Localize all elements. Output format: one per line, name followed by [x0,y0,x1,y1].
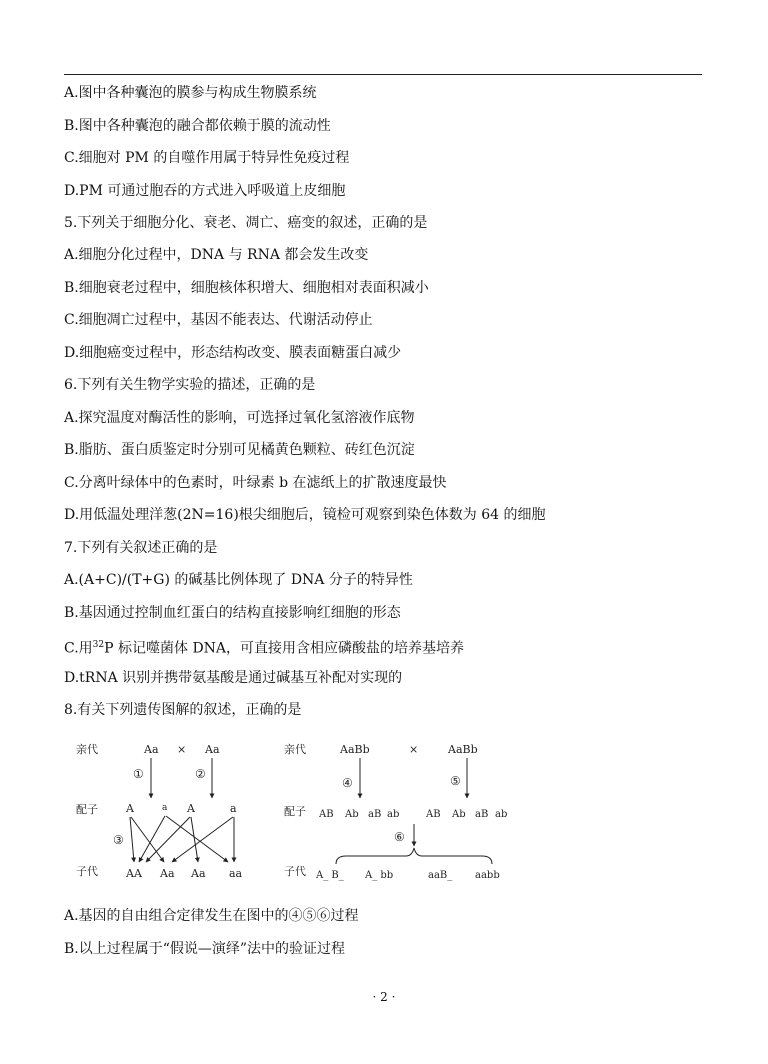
right-parent-row-label: 亲代 [284,743,306,756]
right-gamete-aB-1: aB [368,809,382,820]
offspring-AA: AA [126,867,142,880]
right-gamete-ab-2: ab [495,809,508,820]
step-1-label: ① [133,767,144,781]
fertilization-arrows [130,816,234,862]
option-6b: B.脂肪、蛋白质鉴定时分别可见橘黄色颗粒、砖红色沉淀 [64,442,415,458]
question-8: 8.有关下列遗传图解的叙述，正确的是 [64,702,302,718]
left-gamete-A2: A [187,802,195,815]
left-gamete-row-label: 配子 [76,803,98,816]
offspring-aaB_: aaB_ [428,870,453,881]
offspring-A_bb: A_ bb [365,870,394,881]
option-7a: A.(A+C)/(T+G) 的碱基比例体现了 DNA 分子的特异性 [64,572,413,588]
offspring-aa: aa [229,867,243,880]
option-4c: C.细胞对 PM 的自噬作用属于特异性免疫过程 [64,150,350,166]
right-gamete-AB-1: AB [319,809,334,820]
right-parent-2: AaBb [448,743,478,756]
step-2-label: ② [195,767,206,781]
header-rule [64,74,702,75]
page-number: · 2 · [372,990,396,1004]
dihybrid-cross [284,742,507,881]
step-5-label: ⑤ [450,774,461,788]
left-offspring-row-label: 子代 [76,865,98,878]
option-5d: D.细胞癌变过程中，形态结构改变、膜表面糖蛋白减少 [64,345,402,361]
step-4-label: ④ [342,776,353,790]
left-gamete-A1: A [126,802,134,815]
offspring-aabb: aabb [475,870,500,881]
question-7: 7.下列有关叙述正确的是 [64,540,218,556]
option-7d: D.tRNA 识别并携带氨基酸是通过碱基互补配对实现的 [64,670,403,686]
left-gamete-a1: a [162,803,168,813]
left-cross-symbol: × [177,743,187,756]
right-gamete-ab-1: ab [387,809,400,820]
option-6a: A.探究温度对酶活性的影响，可选择过氧化氢溶液作底物 [64,410,415,426]
option-5b: B.细胞衰老过程中，细胞核体积增大、细胞相对表面积减小 [64,280,429,296]
step-6-label: ⑥ [394,830,405,844]
option-6c: C.分离叶绿体中的色素时，叶绿素 b 在滤纸上的扩散速度最快 [64,475,447,491]
option-5c: C.细胞凋亡过程中，基因不能表达、代谢活动停止 [64,312,373,328]
offspring-brace [336,848,492,864]
right-gamete-Ab-1: Ab [345,809,359,820]
option-6d: D.用低温处理洋葱(2N=16)根尖细胞后，镜检可观察到染色体数为 64 的细胞 [64,507,546,523]
right-offspring-row-label: 子代 [284,865,306,878]
right-gamete-row-label: 配子 [284,805,306,818]
right-cross-symbol: × [409,743,419,756]
genetic-cross-diagram [64,728,524,890]
offspring-Aa-1: Aa [160,867,175,880]
monohybrid-cross [76,742,243,880]
option-4a: A.图中各种囊泡的膜参与构成生物膜系统 [64,85,317,101]
left-gamete-a2: a [230,802,237,815]
option-7c-suffix: P 标记噬菌体 DNA，可直接用含相应磷酸盐的培养基培养 [104,640,465,657]
left-parent-2: Aa [205,743,220,756]
option-7b: B.基因通过控制血红蛋白的结构直接影响红细胞的形态 [64,605,401,621]
option-5a: A.细胞分化过程中，DNA 与 RNA 都会发生改变 [64,247,369,263]
option-7c-prefix: C.用 [64,640,93,657]
left-parent-1: Aa [144,743,159,756]
left-parent-row-label: 亲代 [76,743,98,756]
right-gamete-aB-2: aB [475,809,489,820]
right-parent-1: AaBb [340,743,370,756]
isotope-superscript: 32 [92,640,105,650]
option-7c [64,636,464,658]
option-8a: A.基因的自由组合定律发生在图中的④⑤⑥过程 [64,908,359,924]
offspring-Aa-2: Aa [191,867,206,880]
step-3-label: ③ [113,833,124,847]
option-4b: B.图中各种囊泡的融合都依赖于膜的流动性 [64,118,331,134]
question-5: 5.下列关于细胞分化、衰老、凋亡、癌变的叙述，正确的是 [64,215,428,231]
question-6: 6.下列有关生物学实验的描述，正确的是 [64,377,316,393]
option-4d: D.PM 可通过胞吞的方式进入呼吸道上皮细胞 [64,183,346,199]
offspring-A_B_: A_ B_ [316,870,344,881]
right-gamete-AB-2: AB [426,809,441,820]
option-8b: B.以上过程属于“假说—演绎”法中的验证过程 [64,941,346,957]
right-gamete-Ab-2: Ab [452,809,466,820]
